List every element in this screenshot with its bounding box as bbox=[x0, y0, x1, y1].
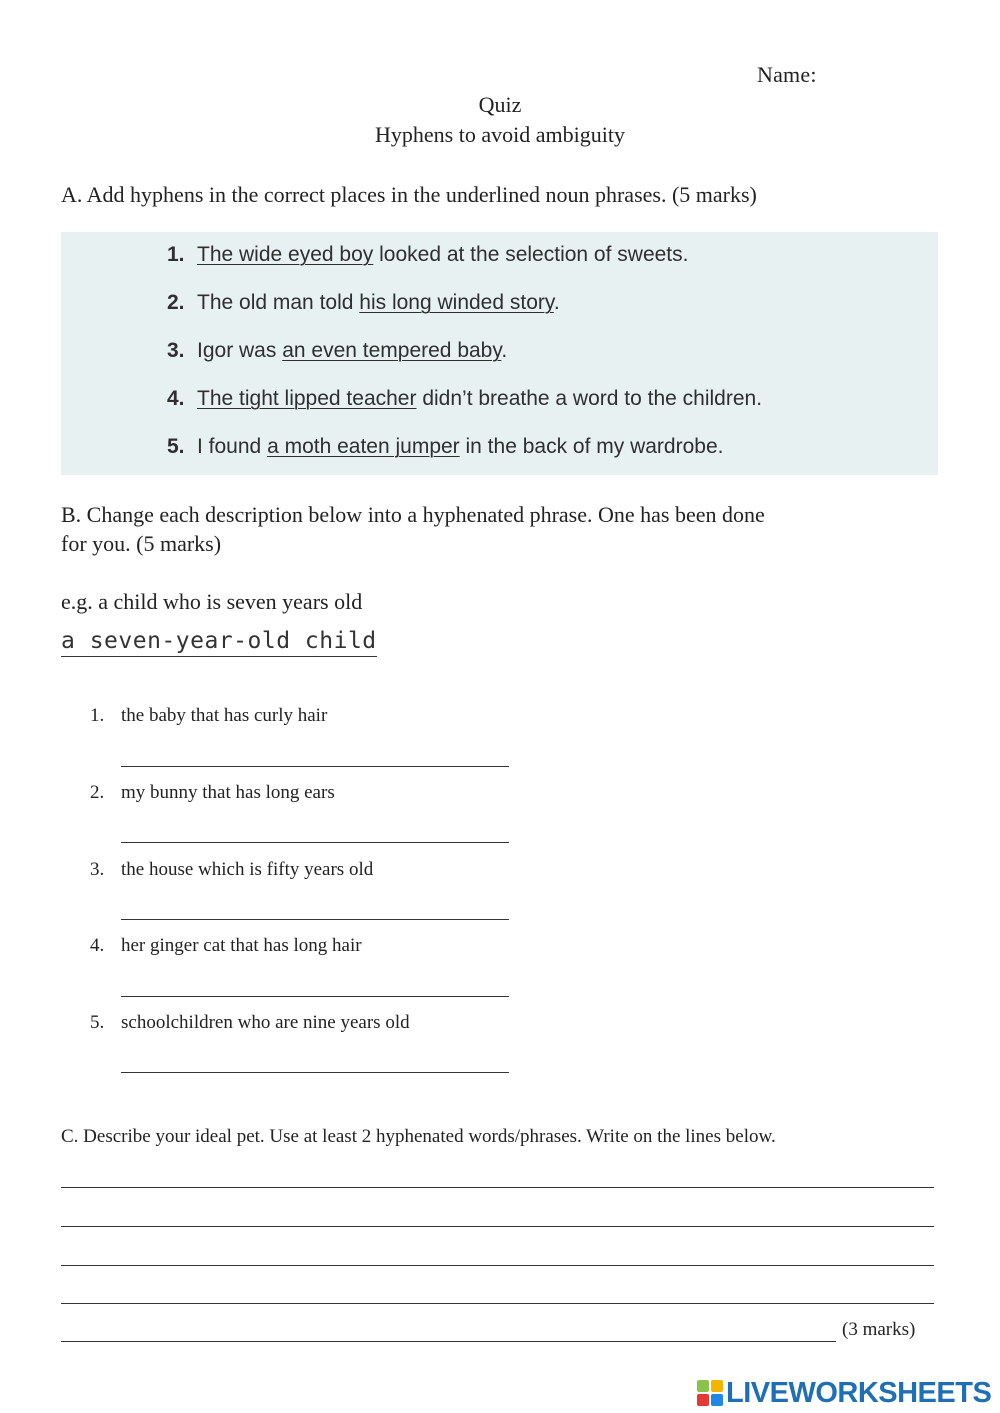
item-text: her ginger cat that has long hair bbox=[121, 935, 362, 956]
logo-square-icon bbox=[697, 1394, 709, 1406]
section-b-heading-line-1: B. Change each description below into a hyphenated phrase. One has been done bbox=[61, 502, 765, 527]
answer-line[interactable] bbox=[121, 766, 509, 767]
item-text: the house which is fifty years old bbox=[121, 859, 374, 880]
underlined-phrase: his long winded story bbox=[359, 291, 554, 314]
list-item bbox=[167, 336, 762, 384]
example-answer: a seven-year-old child bbox=[61, 628, 377, 657]
list-item bbox=[90, 782, 335, 804]
list-item bbox=[167, 288, 762, 336]
item-number: 1. bbox=[90, 705, 105, 726]
item-text: the baby that has curly hair bbox=[121, 705, 328, 726]
underlined-phrase: The wide eyed boy bbox=[197, 243, 374, 266]
example-description: e.g. a child who is seven years old bbox=[61, 589, 363, 614]
page-subtitle: Hyphens to avoid ambiguity bbox=[375, 122, 625, 147]
item-number: 3. bbox=[90, 859, 105, 880]
item-number: 4. bbox=[90, 935, 105, 956]
name-label: Name: bbox=[757, 62, 817, 87]
list-item bbox=[90, 705, 327, 727]
item-number: 3. bbox=[167, 339, 185, 362]
underlined-phrase: an even tempered baby bbox=[282, 339, 502, 362]
logo-square-icon bbox=[711, 1394, 723, 1406]
item-text-before: The old man told bbox=[197, 291, 360, 314]
item-text: schoolchildren who are nine years old bbox=[121, 1012, 410, 1033]
writing-line[interactable] bbox=[61, 1226, 934, 1227]
list-item bbox=[90, 859, 373, 881]
logo-text: LIVEWORKSHEETS bbox=[726, 1376, 992, 1409]
item-text: my bunny that has long ears bbox=[121, 782, 335, 803]
answer-line[interactable] bbox=[121, 919, 509, 920]
list-item bbox=[167, 432, 762, 480]
writing-line[interactable] bbox=[61, 1341, 836, 1342]
page-title: Quiz bbox=[478, 92, 522, 117]
list-item bbox=[167, 384, 762, 432]
item-number: 5. bbox=[167, 435, 185, 458]
item-text-after: didn’t breathe a word to the children. bbox=[416, 387, 763, 410]
item-number: 5. bbox=[90, 1012, 105, 1033]
underlined-phrase: The tight lipped teacher bbox=[197, 387, 417, 410]
item-text-after: . bbox=[553, 291, 560, 314]
section-b-heading-line-2: for you. (5 marks) bbox=[61, 531, 222, 556]
item-text-after: . bbox=[501, 339, 508, 362]
logo-grid-icon bbox=[697, 1380, 723, 1406]
list-item bbox=[90, 1012, 410, 1034]
list-item bbox=[90, 935, 362, 957]
answer-line[interactable] bbox=[121, 1072, 509, 1073]
item-text-before: I found bbox=[197, 435, 268, 458]
item-number: 1. bbox=[167, 243, 185, 266]
underlined-phrase: a moth eaten jumper bbox=[267, 435, 460, 458]
item-text-after: looked at the selection of sweets. bbox=[373, 243, 689, 266]
writing-line[interactable] bbox=[61, 1303, 934, 1304]
item-text-after: in the back of my wardrobe. bbox=[459, 435, 724, 458]
logo-square-icon bbox=[697, 1380, 709, 1392]
section-a-heading: A. Add hyphens in the correct places in the underlined noun phrases. (5 marks) bbox=[61, 182, 757, 207]
item-number: 4. bbox=[167, 387, 185, 410]
logo-square-icon bbox=[711, 1380, 723, 1392]
list-item bbox=[167, 240, 762, 288]
item-number: 2. bbox=[167, 291, 185, 314]
item-text-before: Igor was bbox=[197, 339, 283, 362]
answer-line[interactable] bbox=[121, 996, 509, 997]
section-a-list bbox=[167, 240, 762, 480]
liveworksheets-logo bbox=[697, 1376, 991, 1410]
section-c-marks: (3 marks) bbox=[842, 1319, 916, 1340]
section-c-heading: C. Describe your ideal pet. Use at least 2 hyphenated words/phrases. Write on the lines below. bbox=[61, 1126, 776, 1147]
writing-line[interactable] bbox=[61, 1187, 934, 1188]
answer-line[interactable] bbox=[121, 842, 509, 843]
writing-line[interactable] bbox=[61, 1265, 934, 1266]
item-number: 2. bbox=[90, 782, 105, 803]
section-a-box bbox=[61, 232, 938, 475]
